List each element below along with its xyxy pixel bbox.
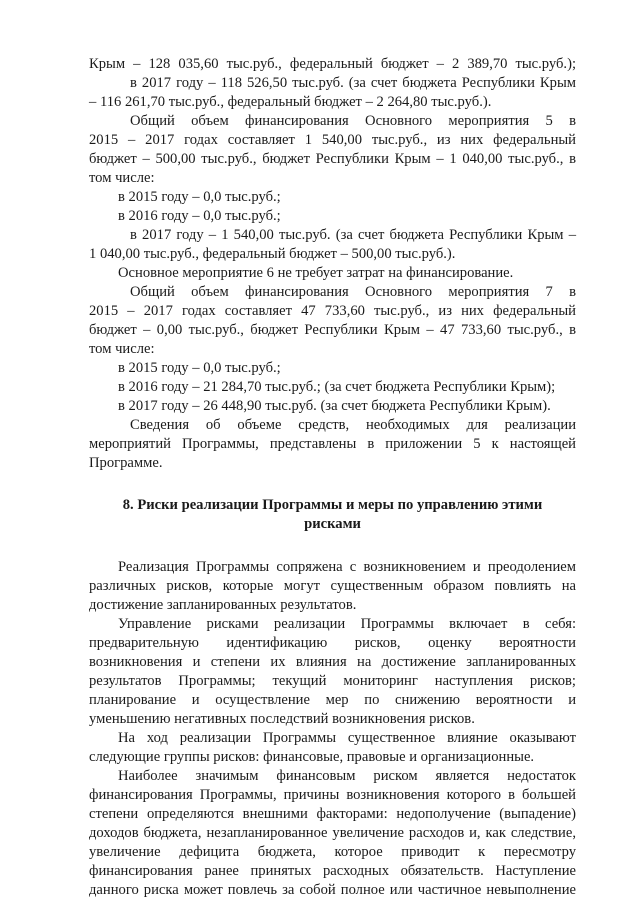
text-line: уменьшению негативных последствий возникновения рисков. [89, 711, 475, 727]
text-line: в 2017 году – 118 526,50 тыс.руб. (за счет бюджета Республики Крым [130, 75, 576, 91]
text-line: следующие группы рисков: финансовые, правовые и организационные. [89, 749, 535, 765]
text-line: Реализация Программы сопряжена с возникновением и преодолением [118, 559, 576, 575]
text-line: Общий объем финансирования Основного мероприятия 5 в [130, 113, 576, 129]
text-line: предварительную идентификацию рисков, оценку вероятности [89, 635, 576, 651]
text-line: в 2017 году – 1 540,00 тыс.руб. (за счет бюджета Республики Крым – [130, 227, 576, 243]
text-line: бюджет – 500,00 тыс.руб., бюджет Республики Крым – 1 040,00 тыс.руб., в [89, 151, 576, 167]
text-line: доходов бюджета, незапланированное увеличение расходов и, как следствие, [89, 825, 576, 841]
text-line: Общий объем финансирования Основного мероприятия 7 в [130, 284, 576, 300]
text-line: финансирования Программы, причины возникновения которого в большей [89, 787, 576, 803]
text-line: 2015 – 2017 годах составляет 47 733,60 тыс.руб., из них федеральный [89, 303, 576, 319]
text-line: в 2016 году – 0,0 тыс.руб.; [118, 208, 281, 224]
text-line: в 2017 году – 26 448,90 тыс.руб. (за счет бюджета Республики Крым). [118, 398, 551, 414]
text-line: возникновения и степени их влияния на достижение запланированных [89, 654, 576, 670]
text-line: Сведения об объеме средств, необходимых для реализации [130, 417, 576, 433]
text-line: Управление рисками реализации Программы включает в себя: [118, 616, 576, 632]
text-line: Основное мероприятие 6 не требует затрат на финансирование. [118, 265, 514, 281]
text-line: увеличение дефицита бюджета, которое приводит к пересмотру [89, 844, 576, 860]
text-line: На ход реализации Программы существенное влияние оказывают [118, 730, 576, 746]
text-line: бюджет – 0,00 тыс.руб., бюджет Республики Крым – 47 733,60 тыс.руб., в [89, 322, 576, 338]
text-line: в 2016 году – 21 284,70 тыс.руб.; (за счет бюджета Республики Крым); [118, 379, 556, 395]
text-line: – 116 261,70 тыс.руб., федеральный бюджет – 2 264,80 тыс.руб.). [89, 94, 492, 110]
text-line: мероприятий Программы, представлены в приложении 5 к настоящей [89, 436, 576, 452]
text-line: различных рисков, которые могут существенным образом повлиять на [89, 578, 576, 594]
text-line: степени определяются внешними факторами: недополучение (выпадение) [89, 806, 576, 822]
text-line: в 2015 году – 0,0 тыс.руб.; [118, 360, 281, 376]
text-line: данного риска может повлечь за собой полное или частичное невыполнение [89, 882, 576, 898]
text-line: в 2015 году – 0,0 тыс.руб.; [118, 189, 281, 205]
text-line: Программе. [89, 455, 163, 471]
text-line: том числе: [89, 341, 155, 357]
section-heading: рисками [304, 516, 361, 532]
text-line: достижение запланированных результатов. [89, 597, 357, 613]
text-line: планирование и осуществление мер по снижению вероятности и [89, 692, 576, 708]
text-line: Крым – 128 035,60 тыс.руб., федеральный бюджет – 2 389,70 тыс.руб.); [89, 56, 576, 72]
text-line: 2015 – 2017 годах составляет 1 540,00 тыс.руб., из них федеральный [89, 132, 576, 148]
text-line: финансирования ранее принятых расходных обязательств. Наступление [89, 863, 576, 879]
section-heading: 8. Риски реализации Программы и меры по управлению этими [122, 497, 543, 513]
text-line: 1 040,00 тыс.руб., федеральный бюджет – 500,00 тыс.руб.). [89, 246, 456, 262]
text-line: том числе: [89, 170, 155, 186]
text-line: Наиболее значимым финансовым риском является недостаток [118, 768, 576, 784]
text-line: результатов Программы; текущий мониторинг наступления рисков; [89, 673, 576, 689]
